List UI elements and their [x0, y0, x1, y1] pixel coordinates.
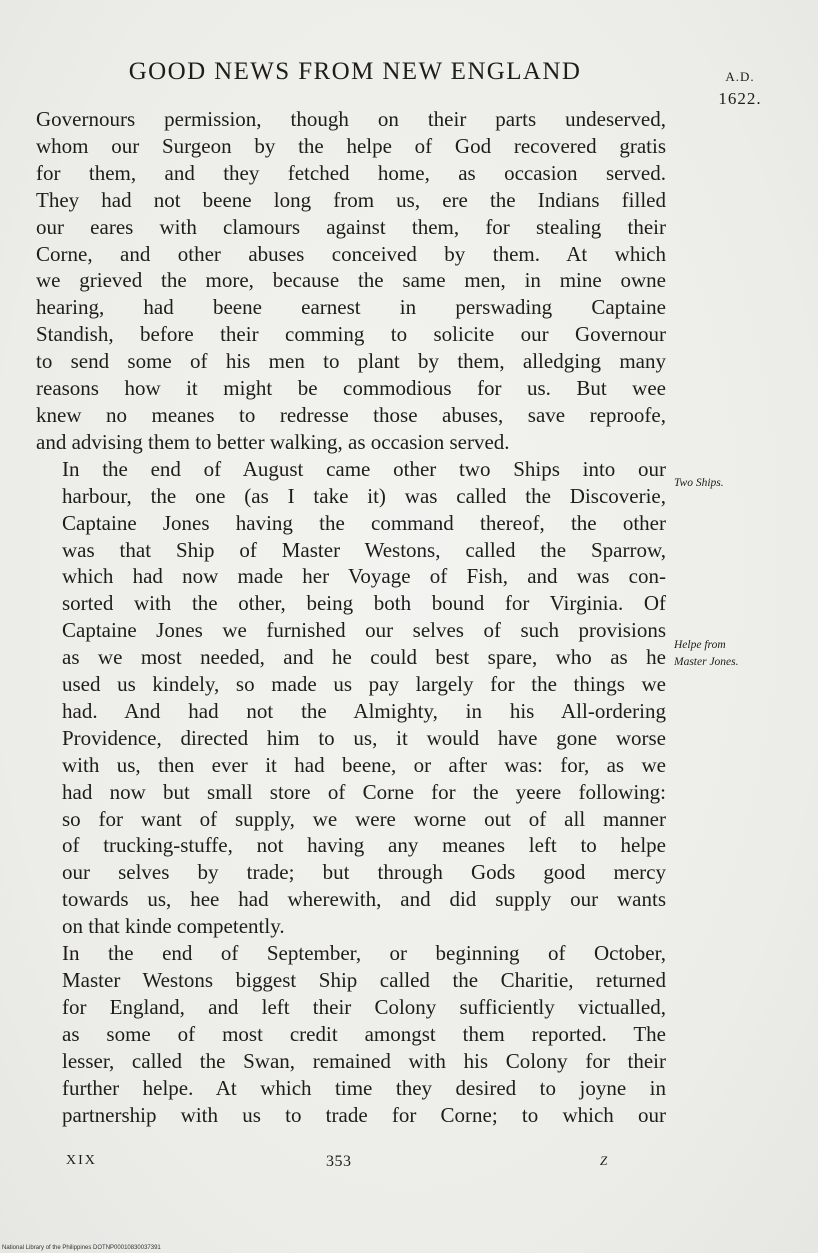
text-line: had now but small store of Corne for the yeere following: — [62, 779, 666, 804]
body-text — [36, 106, 666, 1128]
text-line: knew no meanes to redresse those abuses, save reproofe, — [36, 402, 666, 427]
text-line: to send some of his men to plant by them, alledging many — [36, 349, 666, 374]
text-line: Corne, and other abuses conceived by them. At which — [36, 241, 666, 266]
text-line: on that kinde competently. — [62, 914, 285, 939]
text-line: which had now made her Voyage of Fish, and was con- — [62, 564, 666, 589]
text-line: Captaine Jones having the command thereof, the other — [62, 510, 666, 535]
text-line: Standish, before their comming to solicite our Governour — [36, 322, 666, 347]
signature-mark: XIX — [66, 1153, 97, 1168]
running-title: GOOD NEWS FROM NEW ENGLAND — [128, 58, 582, 85]
text-line: sorted with the other, being both bound for Virginia. Of — [62, 591, 666, 616]
text-line: In the end of August came other two Ships into our — [62, 456, 666, 481]
text-line: as we most needed, and he could best spare, who as he — [62, 645, 666, 670]
paragraph-1 — [36, 106, 666, 456]
text-line: They had not beene long from us, ere the Indians filled — [36, 187, 666, 212]
text-line: Governours permission, though on their parts undeserved, — [36, 107, 666, 131]
text-line: our eares with clamours against them, for stealing their — [36, 214, 666, 239]
text-line: hearing, had beene earnest in perswading Captaine — [36, 295, 666, 320]
year-value: 1622. — [718, 89, 762, 108]
text-line: whom our Surgeon by the helpe of God recovered gratis — [36, 133, 666, 158]
text-line: used us kindely, so made us pay largely for the things we — [62, 672, 666, 697]
text-line: partnership with us to trade for Corne; to which our — [62, 1102, 666, 1127]
margin-note-two-ships: Two Ships. — [674, 477, 724, 489]
text-line: as some of most credit amongst them reported. The — [62, 1021, 666, 1046]
scan-imprint: National Library of the Philippines DOTNP00010830037391 — [2, 1245, 161, 1251]
text-line: lesser, called the Swan, remained with his Colony for their — [62, 1048, 666, 1073]
text-line: harbour, the one (as I take it) was called the Discoverie, — [62, 483, 666, 508]
text-line: Captaine Jones we furnished our selves of such provisions — [62, 618, 666, 643]
text-line: In the end of September, or beginning of October, — [62, 941, 666, 966]
text-line: was that Ship of Master Westons, called the Sparrow, — [62, 537, 666, 562]
text-line: for England, and left their Colony sufficiently victualled, — [62, 994, 666, 1019]
text-line: Master Westons biggest Ship called the Charitie, returned — [62, 968, 666, 992]
text-line: of trucking-stuffe, not having any meanes left to helpe — [62, 833, 666, 858]
text-line: towards us, hee had wherewith, and did supply our wants — [62, 887, 666, 912]
text-line: our selves by trade; but through Gods good mercy — [62, 860, 666, 885]
page-number: 353 — [326, 1153, 352, 1170]
text-line: with us, then ever it had beene, or after was: for, as we — [62, 752, 666, 777]
paragraph-2 — [36, 456, 666, 940]
gathering-mark: Z — [600, 1153, 610, 1168]
text-line: we grieved the more, because the same men, in mine owne — [36, 268, 666, 293]
ad-label: A.D. — [725, 69, 755, 84]
text-line: had. And had not the Almighty, in his All-ordering — [62, 698, 666, 723]
text-line: reasons how it might be commodious for us. But wee — [36, 376, 666, 401]
text-line: and advising them to better walking, as occasion served. — [36, 429, 510, 454]
margin-note-helpe-line-1: Helpe from — [674, 639, 726, 651]
text-line: so for want of supply, we were worne out of all manner — [62, 806, 666, 831]
year-label — [712, 66, 768, 110]
paragraph-3 — [36, 940, 666, 1128]
text-line: for them, and they fetched home, as occasion served. — [36, 160, 666, 185]
text-line: Providence, directed him to us, it would have gone worse — [62, 725, 666, 750]
margin-note-helpe-line-2: Master Jones. — [674, 656, 739, 668]
text-line: further helpe. At which time they desired to joyne in — [62, 1075, 666, 1100]
